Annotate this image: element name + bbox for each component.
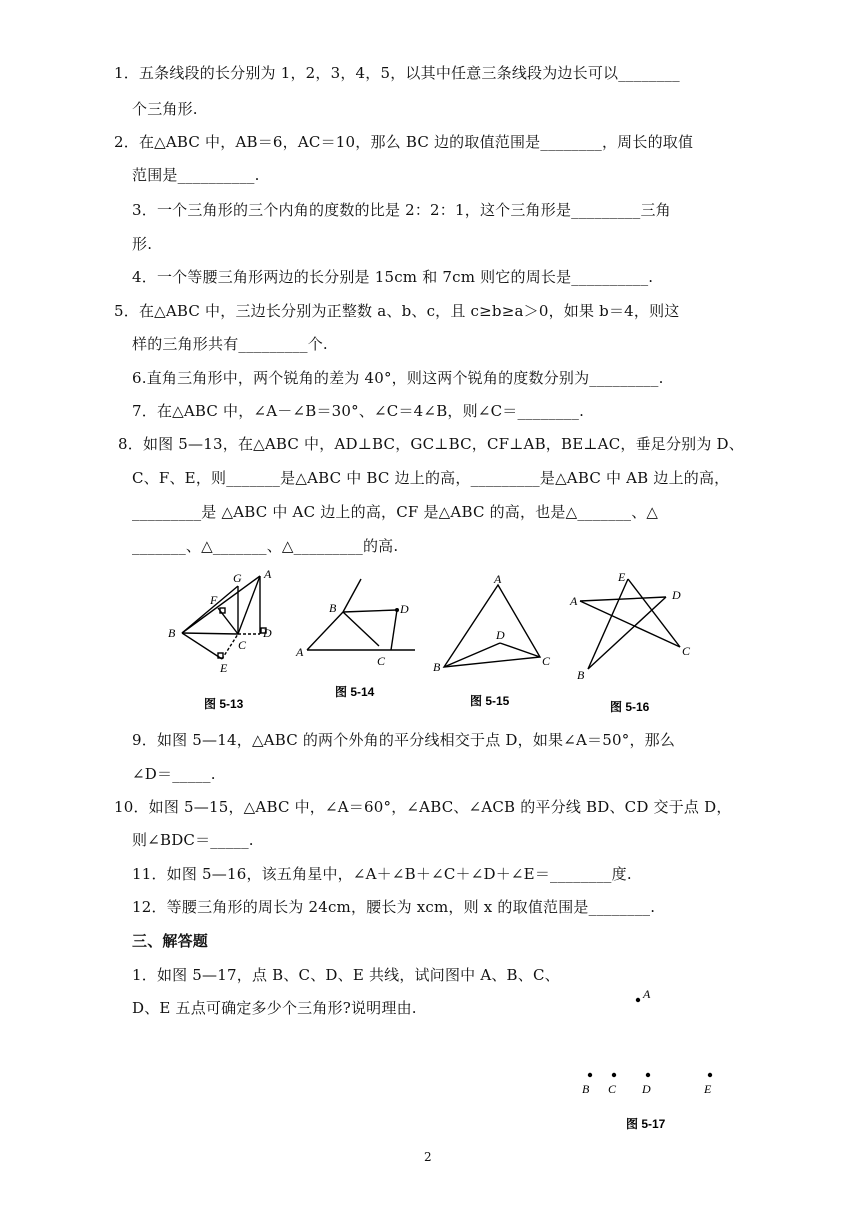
page-number: 2 bbox=[424, 1150, 432, 1164]
label-a: A bbox=[643, 987, 651, 1001]
q8-line4: _______、△_______、△_________的高. bbox=[132, 537, 399, 555]
label-c: C bbox=[608, 1082, 617, 1096]
label-c: C bbox=[682, 644, 691, 658]
line-fc bbox=[218, 608, 238, 634]
q9-line1: 9．如图 5—14，△ABC 的两个外角的平分线相交于点 D，如果∠A＝50°，那么 bbox=[132, 731, 676, 749]
q12-line: 12．等腰三角形的周长为 24cm，腰长为 xcm，则 x 的取值范围是________. bbox=[132, 898, 656, 916]
point-a bbox=[636, 998, 640, 1002]
line-be bbox=[182, 633, 222, 659]
q1-line2: 个三角形. bbox=[132, 100, 198, 118]
label-b: B bbox=[577, 668, 585, 682]
point-e bbox=[708, 1073, 712, 1077]
answer-q1-line1: 1．如图 5—17，点 B、C、D、E 共线，试问图中 A、B、C、 bbox=[132, 966, 560, 984]
label-g: G bbox=[233, 571, 242, 585]
caption-5-16: 图 5-16 bbox=[610, 700, 650, 714]
label-b: B bbox=[168, 626, 176, 640]
q2-line1: 2．在△ABC 中，AB＝6，AC＝10，那么 BC 边的取值范围是________，周长的取值 bbox=[114, 133, 694, 151]
line-ec bbox=[222, 634, 238, 659]
line-bd bbox=[343, 610, 397, 612]
label-d: D bbox=[642, 1082, 651, 1096]
q6-line: 6.直角三角形中，两个锐角的差为 40°，则这两个锐角的度数分别为_________. bbox=[132, 369, 664, 387]
line-bc bbox=[182, 633, 238, 634]
caption-5-14: 图 5-14 bbox=[335, 685, 375, 699]
q8-line3: _________是 △ABC 中 AC 边上的高，CF 是△ABC 的高，也是△_______、△ bbox=[132, 503, 659, 521]
label-a: A bbox=[570, 594, 578, 608]
label-d: D bbox=[400, 602, 409, 616]
label-b: B bbox=[329, 601, 337, 615]
q5-line1: 5．在△ABC 中，三边长分别为正整数 a、b、c，且 c≥b≥a＞0，如果 b＝4，则这 bbox=[114, 302, 680, 320]
answer-q1-line2: D、E 五点可确定多少个三角形?说明理由. bbox=[132, 999, 417, 1017]
line-ab-ext bbox=[343, 579, 361, 612]
label-d: D bbox=[496, 628, 505, 642]
q7-line: 7．在△ABC 中，∠A－∠B＝30°、∠C＝4∠B，则∠C＝________. bbox=[132, 402, 585, 420]
line-bc bbox=[343, 612, 379, 646]
point-d bbox=[646, 1073, 650, 1077]
label-a: A bbox=[264, 567, 272, 581]
figure-5-14 bbox=[293, 574, 418, 704]
figure-5-13 bbox=[160, 566, 280, 716]
caption-5-13: 图 5-13 bbox=[204, 697, 244, 711]
q9-line2: ∠D＝_____. bbox=[132, 765, 216, 783]
caption-5-15: 图 5-15 bbox=[470, 694, 510, 708]
line-be bbox=[588, 579, 628, 669]
figure-5-15 bbox=[430, 573, 555, 713]
label-b: B bbox=[582, 1082, 590, 1096]
q3-line2: 形. bbox=[132, 235, 153, 253]
line-ab bbox=[182, 576, 260, 633]
line-ca bbox=[580, 601, 680, 647]
q11-line: 11．如图 5—16，该五角星中，∠A＋∠B＋∠C＋∠D＋∠E＝________度. bbox=[132, 865, 632, 883]
line-dc bbox=[500, 643, 540, 657]
line-db bbox=[588, 597, 666, 669]
point-d bbox=[395, 608, 399, 612]
line-ab bbox=[307, 612, 343, 650]
triangle-abc bbox=[444, 585, 540, 667]
point-c bbox=[612, 1073, 616, 1077]
label-f: F bbox=[210, 593, 218, 607]
figure-5-17 bbox=[570, 980, 720, 1135]
label-a: A bbox=[296, 645, 304, 659]
q10-line1: 10．如图 5—15，△ABC 中，∠A＝60°，∠ABC、∠ACB 的平分线 BD、CD 交于点 D， bbox=[114, 798, 732, 816]
figure-5-16 bbox=[568, 567, 703, 717]
q2-line2: 范围是__________. bbox=[132, 166, 260, 184]
q4-line: 4．一个等腰三角形两边的长分别是 15cm 和 7cm 则它的周长是__________. bbox=[132, 268, 654, 286]
q8-line2: C、F、E，则_______是△ABC 中 BC 边上的高，_________是△ABC 中 AB 边上的高， bbox=[132, 469, 730, 487]
label-a: A bbox=[494, 573, 502, 586]
q3-line1: 3．一个三角形的三个内角的度数的比是 2：2：1，这个三角形是_________三角 bbox=[132, 201, 671, 219]
q5-line2: 样的三角形共有_________个. bbox=[132, 335, 328, 353]
section-heading: 三、解答题 bbox=[132, 932, 209, 950]
q10-line2: 则∠BDC＝_____. bbox=[132, 831, 254, 849]
line-ad bbox=[580, 597, 666, 601]
label-b: B bbox=[433, 660, 441, 674]
point-b bbox=[588, 1073, 592, 1077]
label-d: D bbox=[672, 588, 681, 602]
label-e: E bbox=[220, 661, 228, 675]
label-c: C bbox=[542, 654, 551, 668]
label-c: C bbox=[238, 638, 247, 652]
q1-line1: 1．五条线段的长分别为 1，2，3，4，5，以其中任意三条线段为边长可以________ bbox=[114, 64, 680, 82]
label-d: D bbox=[263, 626, 272, 640]
caption-5-17: 图 5-17 bbox=[626, 1117, 666, 1131]
label-e: E bbox=[618, 570, 626, 584]
label-e: E bbox=[704, 1082, 712, 1096]
label-c: C bbox=[377, 654, 386, 668]
q8-line1: 8．如图 5—13，在△ABC 中，AD⊥BC，GC⊥BC，CF⊥AB，BE⊥AC，垂足分别为 D、 bbox=[118, 435, 744, 453]
line-dc bbox=[391, 610, 397, 650]
